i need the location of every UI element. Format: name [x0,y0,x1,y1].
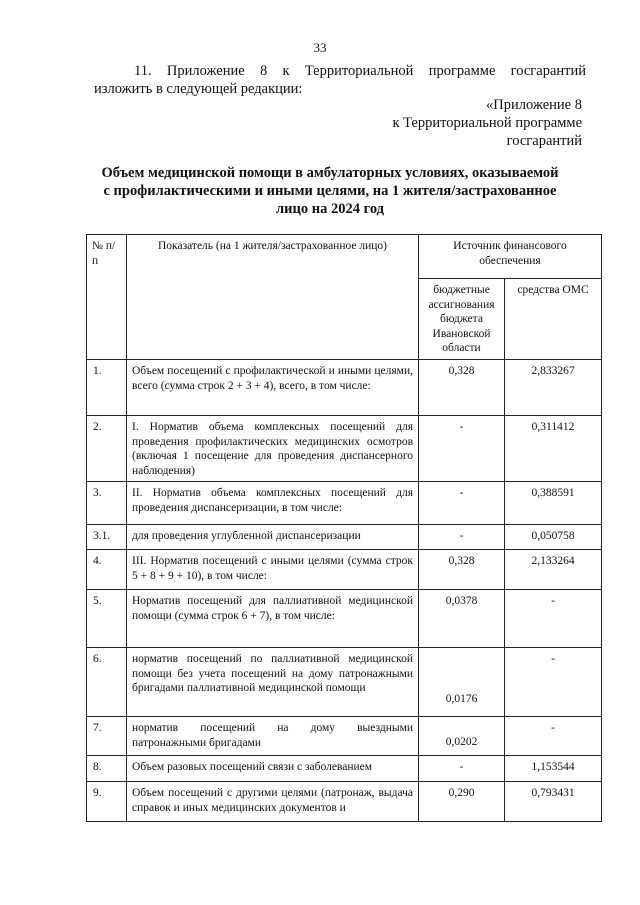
intro-line-1: 11. Приложение 8 к Территориальной программе госгарантий [134,63,586,79]
row-num: 5. [87,590,127,648]
document-title [80,164,580,218]
row-budget-value: 0,0176 [419,648,505,717]
row-oms-value: 2,133264 [505,550,602,590]
row-oms-value: - [505,590,602,648]
appendix-line-3: госгарантий [506,133,582,149]
title-line-1: Объем медицинской помощи в амбулаторных условиях, оказываемой [101,165,559,181]
row-indicator: Норматив посещений для паллиативной медицинской помощи (сумма строк 6 + 7), в том числе: [127,590,419,648]
row-oms-value: 1,153544 [505,756,602,782]
header-num: № п/п [87,235,127,360]
header-source: Источник финансового обеспечения [419,235,602,279]
appendix-reference [322,96,582,150]
row-budget-value: 0,290 [419,782,505,822]
row-num: 1. [87,360,127,416]
row-oms-value: - [505,648,602,717]
table-row [87,590,602,648]
row-indicator: II. Норматив объема комплексных посещений для проведения диспансеризации, в том числе: [127,482,419,525]
row-budget-value: - [419,756,505,782]
volume-table [86,234,602,822]
row-oms-value: 2,833267 [505,360,602,416]
row-oms-value: 0,311412 [505,416,602,482]
row-indicator: III. Норматив посещений с иными целями (сумма строк 5 + 8 + 9 + 10), в том числе: [127,550,419,590]
table-row [87,756,602,782]
row-budget-value: 0,328 [419,550,505,590]
table-row [87,482,602,525]
title-line-2: с профилактическими и иными целями, на 1 жителя/застрахованное [103,183,557,199]
row-num: 6. [87,648,127,717]
table-row [87,525,602,550]
row-num: 3.1. [87,525,127,550]
header-oms: средства ОМС [505,279,602,360]
row-budget-value: 0,0378 [419,590,505,648]
row-indicator: Объем посещений с другими целями (патронаж, выдача справок и иных медицинских документов и [127,782,419,822]
row-budget-value: - [419,416,505,482]
row-budget-value: 0,328 [419,360,505,416]
row-indicator: Объем разовых посещений связи с заболеванием [127,756,419,782]
table-row [87,416,602,482]
row-oms-value: - [505,717,602,756]
row-budget-value: - [419,525,505,550]
row-num: 4. [87,550,127,590]
row-indicator: I. Норматив объема комплексных посещений для проведения профилактических медицинских осмотров (включая 1 посещение для проведения диспансерного наблюдения) [127,416,419,482]
page-number: 33 [313,40,327,55]
row-budget-value: 0,0202 [419,717,505,756]
header-budget: бюджетные ассигнования бюджета Ивановской области [419,279,505,360]
row-num: 8. [87,756,127,782]
row-num: 2. [87,416,127,482]
row-oms-value: 0,050758 [505,525,602,550]
row-num: 9. [87,782,127,822]
title-line-3: лицо на 2024 год [276,201,384,217]
appendix-line-2: к Территориальной программе [392,115,582,131]
table-row [87,782,602,822]
row-indicator: норматив посещений по паллиативной медицинской помощи без учета посещений на дому патронажными бригадами паллиативной медицинской помощи [127,648,419,717]
table-row [87,648,602,717]
row-indicator: Объем посещений с профилактической и иными целями, всего (сумма строк 2 + 3 + 4), всего, в том числе: [127,360,419,416]
header-indicator: Показатель (на 1 жителя/застрахованное лицо) [127,235,419,360]
appendix-line-1: «Приложение 8 [486,97,582,113]
intro-line-2: изложить в следующей редакции: [94,81,303,97]
row-oms-value: 0,793431 [505,782,602,822]
table-row [87,550,602,590]
row-indicator: норматив посещений на дому выездными патронажными бригадами [127,717,419,756]
table-row [87,360,602,416]
row-budget-value: - [419,482,505,525]
row-num: 7. [87,717,127,756]
row-num: 3. [87,482,127,525]
row-indicator: для проведения углубленной диспансеризации [127,525,419,550]
row-oms-value: 0,388591 [505,482,602,525]
table-row [87,717,602,756]
